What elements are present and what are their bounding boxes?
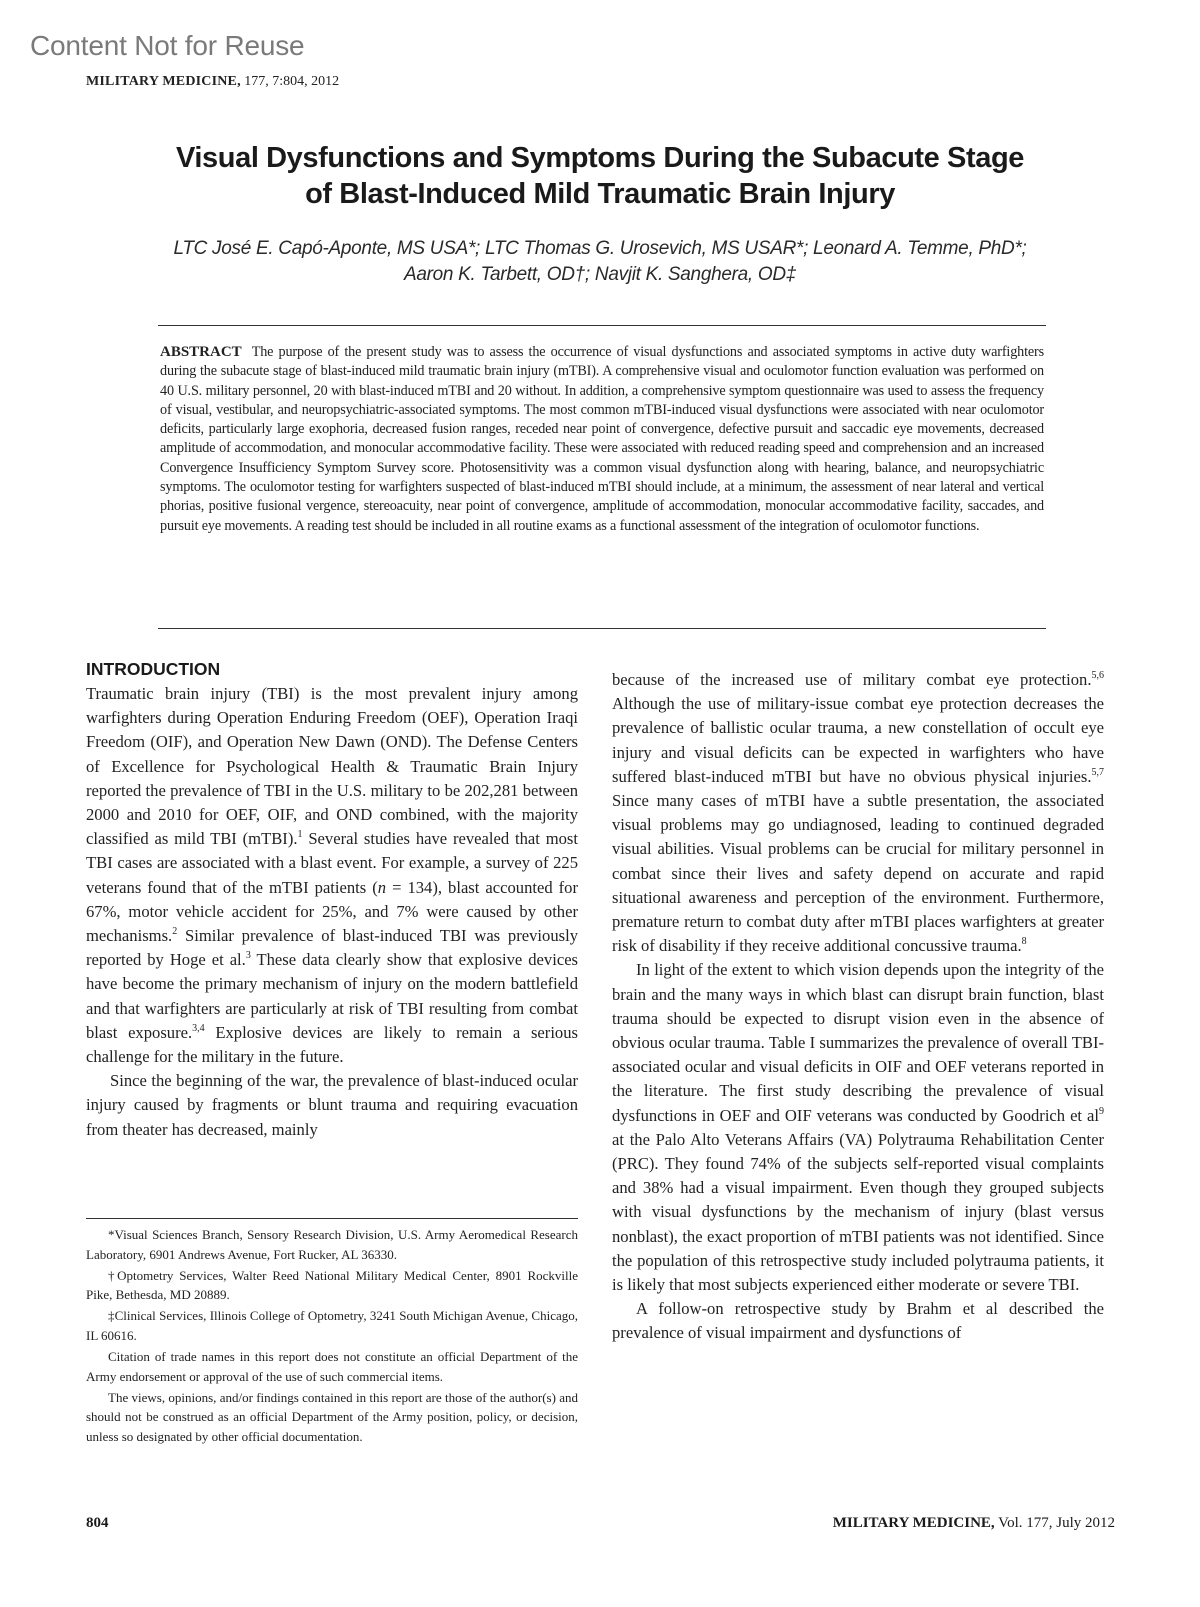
page-number: 804 xyxy=(86,1515,109,1531)
citation-ref: 1 xyxy=(297,829,303,841)
citation-ref: 3,4 xyxy=(192,1022,205,1034)
running-head-journal: MILITARY MEDICINE, xyxy=(86,74,241,89)
author-list xyxy=(60,236,1140,288)
article-title-line-2: of Blast-Induced Mild Traumatic Brain Injury xyxy=(305,178,895,210)
left-column xyxy=(86,658,578,1141)
citation-ref: 5,6 xyxy=(1091,670,1104,681)
citation-ref: 3 xyxy=(245,950,251,962)
abstract xyxy=(160,343,1044,536)
running-foot xyxy=(833,1515,1115,1532)
author-list-line-2: Aaron K. Tarbett, OD†; Navjit K. Sanghera, OD‡ xyxy=(403,264,797,285)
abstract-top-divider xyxy=(158,325,1046,326)
abstract-bottom-divider xyxy=(158,628,1046,629)
citation-ref: 5,7 xyxy=(1091,766,1104,778)
abstract-text: The purpose of the present study was to assess the occurrence of visual dysfunctions and associated symptoms in active duty warfighters during the subacute stage of blast-induced mild traumatic brain injury (mTBI). A comprehensive visual and oculomotor function evaluation was performed on 40 U.S. military personnel, 20 with blast-induced mTBI and 20 without. In addition, a comprehensive symptom questionnaire was used to assess the frequency of visual, vestibular, and neuropsychiatric-associated symptoms. The most common mTBI-induced visual dysfunctions were associated with near oculomotor deficits, particularly large exophoria, decreased fusion ranges, receded near point of convergence, defective pursuit and saccadic eye movements, decreased amplitude of accommodation, and monocular accommodative facility. These were associated with reduced reading speed and comprehension and an increased Convergence Insufficiency Symptom Survey score. Photosensitivity was a common visual dysfunction along with hearing, balance, and neuropsychiatric symptoms. The oculomotor testing for warfighters suspected of blast-induced mTBI should include, at a minimum, the assessment of near lateral and vertical phorias, positive fusional vergence, stereoacuity, near point of convergence, amplitude of accommodation, monocular accommodative facility, saccades, and pursuit eye movements. A reading test should be included in all routine exams as a functional assessment of the integration of oculomotor functions. xyxy=(160,344,1044,534)
article-title xyxy=(60,140,1140,212)
intro-paragraph-2-start: Since the beginning of the war, the prevalence of blast-induced ocular injury caused by fragments or blunt trauma and requiring evacuation from theater has decreased, mainly xyxy=(86,1071,578,1139)
footnote-trade-names: Citation of trade names in this report does not constitute an official Department of the Army endorsement or approval of the use of such commercial items. xyxy=(86,1349,578,1384)
citation-ref: 8 xyxy=(1021,936,1027,948)
running-foot-journal: MILITARY MEDICINE, xyxy=(832,1515,995,1531)
citation-ref: 2 xyxy=(172,926,178,938)
intro-paragraph-3: In light of the extent to which vision depends upon the integrity of the brain and the many ways in which blast can disrupt brain function, blast trauma should be expected to disrupt vision even in the absence of obvious ocular trauma. Table I summarizes the prevalence of overall TBI-associated ocular and visual deficits in OIF and OEF veterans reported in the literature. The first study describing the prevalence of visual dysfunctions in OEF and OIF veterans was conducted by Goodrich et $al^9$ at the Palo Alto Veterans Affairs (VA) Polytrauma Rehabilitation Center (PRC). They found 74% of the subjects self-reported visual complaints and 38% had a visual impairment. Even though they grouped subjects with visual dysfunctions by the mechanism of injury (blast versus nonblast), the exact proportion of mTBI patients was not identified. Since the population of this retrospective study included polytrauma patients, it is likely that most subjects experienced either moderate or severe TBI. xyxy=(612,960,1104,1295)
citation-ref: 9 xyxy=(1099,1105,1104,1117)
footnote-affiliation-3: ‡Clinical Services, Illinois College of Optometry, 3241 South Michigan Avenue, Chicago, IL 60616. xyxy=(86,1308,578,1343)
intro-paragraph-2-continued: because of the increased use of military combat eye protection.$^{5,6}$ Although the use of military-issue combat eye protection decreases the prevalence of ballistic ocular trauma, a new constellation of occult eye injury and visual deficits can be expected in warfighters who have suffered blast-induced mTBI but have no obvious physical injuries.$^{5,7}$ Since many cases of mTBI have a subtle presentation, the associated visual problems may go undiagnosed, leading to continued degraded visual abilities. Visual problems can be crucial for military personnel in combat since their lives and safety depend on accurate and rapid situational awareness and perception of the environment. Furthermore, premature return to combat duty after mTBI places warfighters at greater risk of disability if they receive additional concussive trauma.$^8$ xyxy=(612,670,1104,956)
intro-paragraph-4: A follow-on retrospective study by Brahm et al described the prevalence of visual impairment and dysfunctions of xyxy=(612,1299,1104,1343)
author-list-line-1: LTC José E. Capó-Aponte, MS USA*; LTC Thomas G. Urosevich, MS USAR*; Leonard A. Temme, PhD*; xyxy=(173,238,1027,259)
running-head xyxy=(86,74,339,90)
footnote-affiliation-1: *Visual Sciences Branch, Sensory Research Division, U.S. Army Aeromedical Research Laboratory, 6901 Andrews Avenue, Fort Rucker, AL 36330. xyxy=(86,1227,578,1262)
footnotes xyxy=(86,1218,578,1448)
watermark: Content Not for Reuse xyxy=(30,30,305,61)
right-column xyxy=(612,668,1104,1346)
running-head-citation: 177, 7:804, 2012 xyxy=(240,74,340,89)
running-foot-issue: Vol. 177, July 2012 xyxy=(994,1515,1115,1531)
abstract-label: ABSTRACT xyxy=(160,344,242,360)
section-heading-introduction: INTRODUCTION xyxy=(86,659,221,679)
footnote-affiliation-2: †Optometry Services, Walter Reed National Military Medical Center, 8901 Rockville Pike, Bethesda, MD 20889. xyxy=(86,1267,578,1303)
footnote-disclaimer: The views, opinions, and/or findings contained in this report are those of the author(s) and should not be construed as an official Department of the Army position, policy, or decision, unless so designated by other official documentation. xyxy=(86,1389,578,1444)
article-title-line-1: Visual Dysfunctions and Symptoms During the Subacute Stage xyxy=(175,142,1025,174)
intro-paragraph-1: Traumatic brain injury (TBI) is the most prevalent injury among warfighters during Operation Enduring Freedom (OEF), Operation Iraqi Freedom (OIF), and Operation New Dawn (OND). The Defense Centers of Excellence for Psychological Health & Traumatic Brain Injury reported the prevalence of TBI in the U.S. military to be 202,281 between 2000 and 2010 for OEF, OIF, and OND combined, with the majority classified as mild TBI (mTBI).$^1$ Several studies have revealed that most TBI cases are associated with a blast event. For example, a survey of 225 veterans found that of the mTBI patients (n = 134), blast accounted for 67%, motor vehicle accident for 25%, and 7% were caused by other mechanisms.$^2$ Similar prevalence of blast-induced TBI was previously reported by Hoge et al.$^3$ These data clearly show that explosive devices have become the primary mechanism of injury on the modern battlefield and that warfighters are particularly at risk of TBI resulting from combat blast exposure.$^{3,4}$ Explosive devices are likely to remain a serious challenge for the military in the future. xyxy=(86,684,579,1067)
